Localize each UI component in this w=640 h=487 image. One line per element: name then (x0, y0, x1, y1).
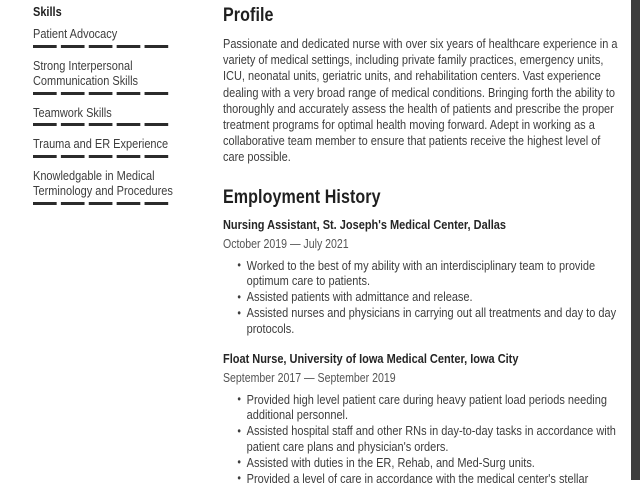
skill-rating-bar (33, 123, 168, 126)
job-title: Nursing Assistant, St. Joseph's Medical Center, Dallas (223, 216, 507, 232)
rating-segment (33, 123, 57, 126)
rating-segment (33, 155, 57, 158)
skills-heading: Skills (33, 4, 62, 19)
rating-segment (33, 92, 57, 95)
job-entry (223, 217, 620, 337)
bullet-item: • Assisted hospital staff and other RNs in day-to-day tasks in accordance with patient care plans and physician's orders. (223, 423, 620, 455)
skill-label: Trauma and ER Experience (33, 136, 169, 151)
rating-segment (117, 123, 141, 126)
rating-segment (61, 92, 85, 95)
skill-item (33, 26, 173, 48)
rating-segment (117, 92, 141, 95)
skill-label: Knowledgable in Medical Terminology and Procedures (33, 167, 173, 198)
rating-segment (89, 92, 113, 95)
employment-heading: Employment History (223, 186, 381, 208)
rating-segment (89, 45, 113, 48)
bullet-item: • Worked to the best of my ability with an interdisciplinary team to provide optimum care to patients. (223, 258, 620, 290)
skill-label: Teamwork Skills (33, 104, 112, 120)
rating-segment (89, 155, 113, 158)
skill-label: Strong Interpersonal Communication Skills (33, 57, 139, 88)
bullet-item: • Provided high level patient care during heavy patient load periods needing additional personnel. (223, 392, 620, 424)
rating-segment (117, 45, 141, 48)
profile-section (223, 4, 620, 166)
job-dates: October 2019 — July 2021 (223, 236, 349, 251)
rating-segment (61, 123, 85, 126)
rating-segment (145, 123, 169, 126)
rating-segment (61, 202, 85, 205)
skill-item (33, 168, 173, 205)
job-dates: September 2017 — September 2019 (223, 370, 396, 385)
resume-main-column (223, 4, 620, 486)
profile-heading: Profile (223, 5, 274, 26)
rating-segment (117, 155, 141, 158)
bullet-item: • Assisted patients with admittance and release. (223, 289, 620, 305)
job-bullets (223, 258, 620, 337)
rating-segment (33, 45, 57, 48)
job-bullets (223, 392, 620, 487)
rating-segment (145, 92, 169, 95)
skill-item (33, 105, 173, 127)
skill-item (33, 58, 173, 95)
skill-label: Patient Advocacy (33, 26, 118, 41)
page-edge-strip (631, 0, 640, 480)
job-entry (223, 351, 620, 487)
skill-rating-bar (33, 202, 168, 205)
bullet-item: • Assisted with duties in the ER, Rehab, and Med-Surg units. (223, 455, 620, 471)
rating-segment (145, 45, 169, 48)
rating-segment (89, 123, 113, 126)
rating-segment (33, 202, 57, 205)
rating-segment (117, 202, 141, 205)
rating-segment (145, 155, 169, 158)
rating-segment (89, 202, 113, 205)
employment-section (223, 186, 620, 487)
bullet-item: • Assisted nurses and physicians in carrying out all treatments and day to day protocols. (223, 305, 620, 337)
skill-rating-bar (33, 155, 168, 158)
rating-segment (61, 45, 85, 48)
job-title: Float Nurse, University of Iowa Medical Center, Iowa City (223, 350, 519, 366)
profile-text: Passionate and dedicated nurse with over six years of healthcare experience in a variety of medical settings, including private family practices, emergency units, ICU, neonatal units, geriatric units, and rehabilitation centers. Vast experience dealing with a very broad range of medical conditions. Bringing forth the ability to thoroughly and accurately assess the health of patients and prescribe the proper treatment programs for optimal health moving forward. Adept in working as a collaborative team member to ensure that patients receive the highest level of care possible. (223, 36, 618, 165)
skills-sidebar (33, 5, 173, 215)
rating-segment (145, 202, 169, 205)
rating-segment (61, 155, 85, 158)
bullet-item: • Provided a level of care in accordance with the medical center's stellar (223, 471, 620, 487)
skill-rating-bar (33, 92, 168, 95)
skill-item (33, 136, 173, 158)
skill-rating-bar (33, 45, 168, 48)
